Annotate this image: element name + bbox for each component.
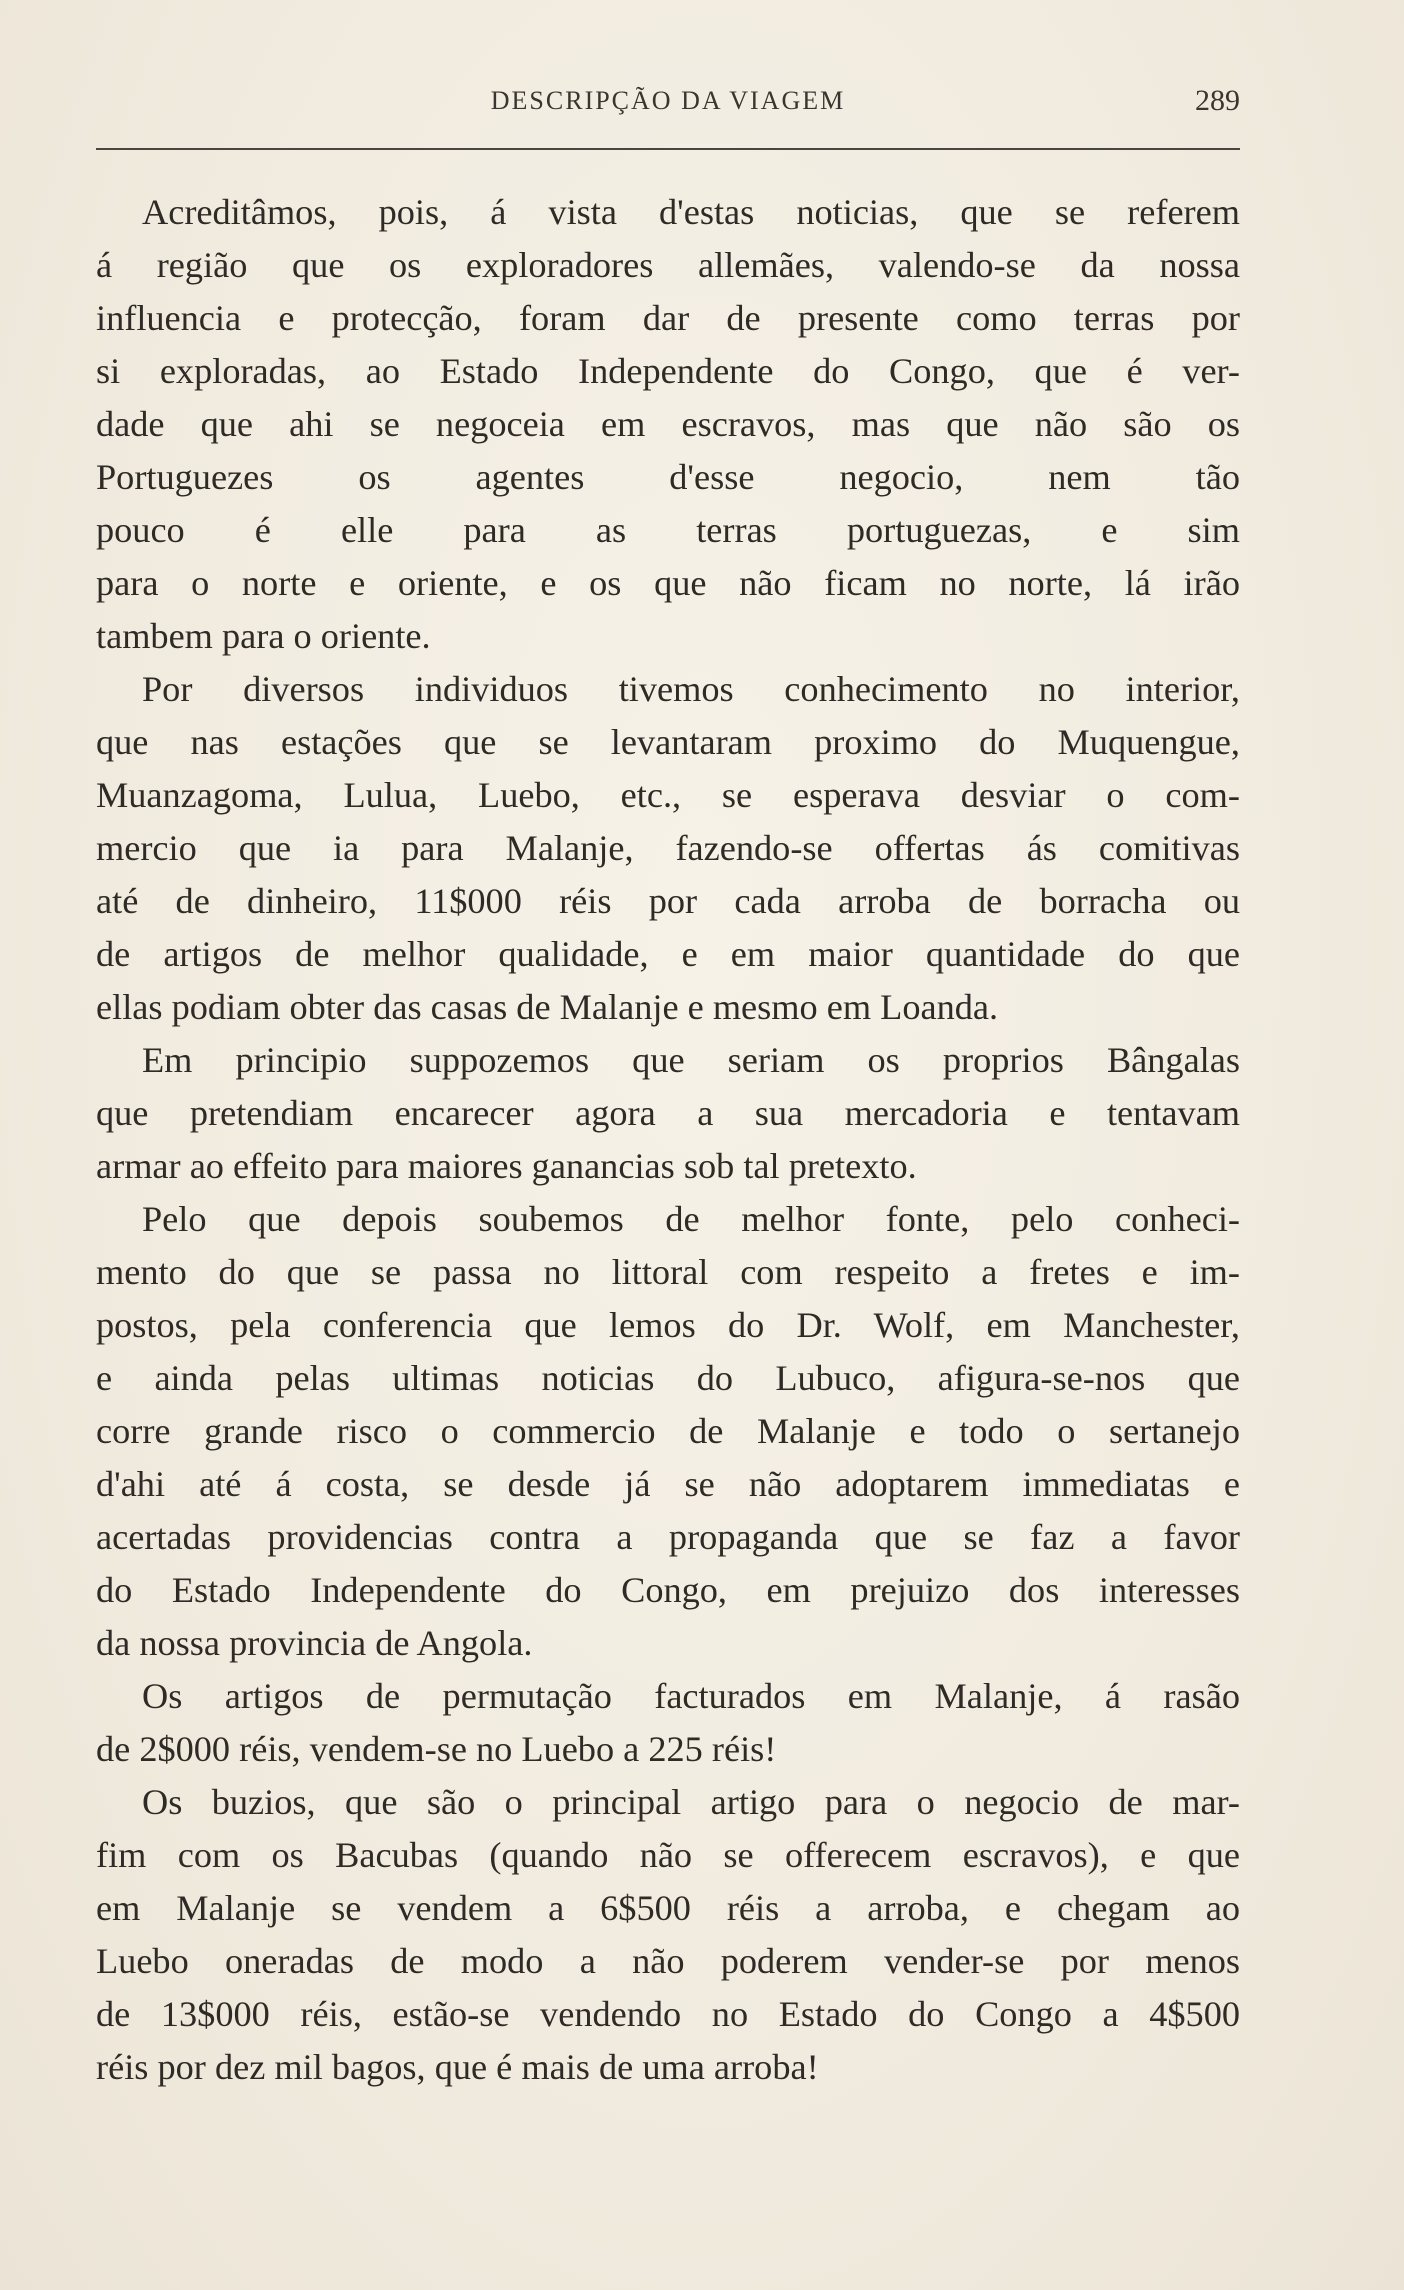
text-line: Acreditâmos, pois, á vista d'estas noticias, que se referem [142, 192, 1240, 232]
text-line: Os artigos de permutação facturados em Malanje, á rasão [142, 1676, 1240, 1716]
text-line: si exploradas, ao Estado Independente do Congo, que é ver- [96, 351, 1240, 391]
header-rule [96, 148, 1240, 150]
text-line: Por diversos individuos tivemos conhecimento no interior, [142, 669, 1240, 709]
text-line: corre grande risco o commercio de Malanje e todo o sertanejo [96, 1411, 1240, 1451]
text-line: fim com os Bacubas (quando não se offerecem escravos), e que [96, 1835, 1240, 1875]
text-line: que pretendiam encarecer agora a sua mercadoria e tentavam [96, 1093, 1240, 1133]
text-line: Muanzagoma, Lulua, Luebo, etc., se esperava desviar o com- [96, 775, 1240, 815]
text-line: d'ahi até á costa, se desde já se não adoptarem immediatas e [96, 1464, 1240, 1504]
text-line: do Estado Independente do Congo, em prejuizo dos interesses [96, 1570, 1240, 1610]
text-line: que nas estações que se levantaram proximo do Muquengue, [96, 722, 1240, 762]
text-line: da nossa provincia de Angola. [96, 1623, 533, 1663]
text-line: mercio que ia para Malanje, fazendo-se offertas ás comitivas [96, 828, 1240, 868]
text-line: pouco é elle para as terras portuguezas, e sim [96, 510, 1240, 550]
text-line: Pelo que depois soubemos de melhor fonte, pelo conheci- [142, 1199, 1240, 1239]
text-line: postos, pela conferencia que lemos do Dr. Wolf, em Manchester, [96, 1305, 1240, 1345]
text-line: e ainda pelas ultimas noticias do Lubuco, afigura-se-nos que [96, 1358, 1240, 1398]
text-line: réis por dez mil bagos, que é mais de uma arroba! [96, 2047, 819, 2087]
text-line: Os buzios, que são o principal artigo para o negocio de mar- [142, 1782, 1240, 1822]
text-line: para o norte e oriente, e os que não ficam no norte, lá irão [96, 563, 1240, 603]
text-line: acertadas providencias contra a propaganda que se faz a favor [96, 1517, 1240, 1557]
text-line: tambem para o oriente. [96, 616, 431, 656]
text-line: em Malanje se vendem a 6$500 réis a arroba, e chegam ao [96, 1888, 1240, 1928]
text-line: mento do que se passa no littoral com respeito a fretes e im- [96, 1252, 1240, 1292]
text-line: armar ao effeito para maiores ganancias sob tal pretexto. [96, 1146, 917, 1186]
text-line: Luebo oneradas de modo a não poderem vender-se por menos [96, 1941, 1240, 1981]
text-line: influencia e protecção, foram dar de presente como terras por [96, 298, 1240, 338]
text-line: Portuguezes os agentes d'esse negocio, nem tão [96, 457, 1240, 497]
text-line: de 2$000 réis, vendem-se no Luebo a 225 réis! [96, 1729, 777, 1769]
text-line: até de dinheiro, 11$000 réis por cada arroba de borracha ou [96, 881, 1240, 921]
text-line: ellas podiam obter das casas de Malanje e mesmo em Loanda. [96, 987, 999, 1027]
text-line: Em principio suppozemos que seriam os proprios Bângalas [142, 1040, 1240, 1080]
page-number: 289 [1195, 84, 1240, 117]
body-text [96, 186, 1240, 2094]
text-line: dade que ahi se negoceia em escravos, mas que não são os [96, 404, 1240, 444]
running-header [96, 86, 1240, 126]
text-line: de artigos de melhor qualidade, e em maior quantidade do que [96, 934, 1240, 974]
text-line: á região que os exploradores allemães, valendo-se da nossa [96, 245, 1240, 285]
running-title: DESCRIPÇÃO DA VIAGEM [490, 86, 846, 115]
text-line: de 13$000 réis, estão-se vendendo no Estado do Congo a 4$500 [96, 1994, 1240, 2034]
